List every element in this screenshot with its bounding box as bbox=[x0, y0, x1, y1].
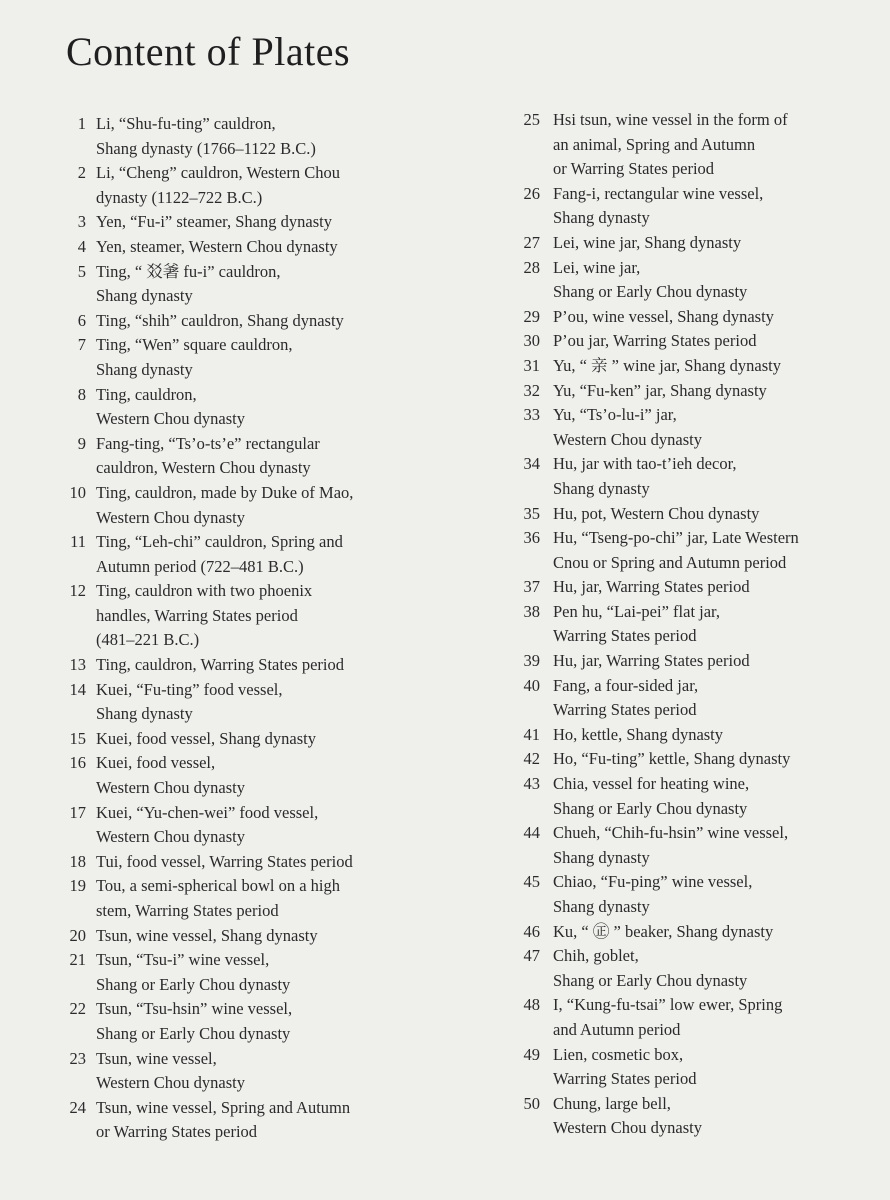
plate-entry bbox=[52, 260, 412, 309]
plate-description-line: Ting, cauldron, Warring States period bbox=[96, 655, 344, 675]
plate-description-line: Ting, “Leh-chi” cauldron, Spring and bbox=[96, 532, 343, 552]
plate-description-line: or Warring States period bbox=[96, 1122, 258, 1142]
plate-number: 23 bbox=[69, 1048, 86, 1068]
plate-description-line: Kuei, “Yu-chen-wei” food vessel, bbox=[96, 802, 319, 822]
plate-description-line: Hu, jar with tao-t’ieh decor, bbox=[553, 454, 737, 474]
plate-number: 14 bbox=[69, 679, 86, 699]
plate-entry bbox=[516, 674, 876, 723]
plate-description-line: Shang or Early Chou dynasty bbox=[553, 798, 748, 818]
plate-description bbox=[96, 727, 412, 752]
plate-description-line: Fang-i, rectangular wine vessel, bbox=[553, 183, 764, 203]
plate-description bbox=[96, 874, 412, 923]
plate-description-line: Warring States period bbox=[553, 1069, 697, 1089]
plate-description-line: Shang dynasty (1766–1122 B.C.) bbox=[96, 138, 316, 158]
plate-entry bbox=[516, 649, 876, 674]
plate-description-line: Fang-ting, “Ts’o-ts’e” rectangular bbox=[96, 433, 320, 453]
plate-entry bbox=[52, 801, 412, 850]
plate-number: 17 bbox=[69, 802, 86, 822]
plate-description-line: Shang dynasty bbox=[553, 478, 650, 498]
plate-number: 48 bbox=[523, 995, 540, 1015]
plate-description-line: Hu, jar, Warring States period bbox=[553, 651, 750, 671]
plate-description bbox=[553, 747, 876, 772]
plate-entry bbox=[52, 727, 412, 752]
plate-description-line: Tui, food vessel, Warring States period bbox=[96, 851, 353, 871]
plate-entry bbox=[516, 403, 876, 452]
plate-entry bbox=[52, 112, 412, 161]
plate-description-line: Autumn period (722–481 B.C.) bbox=[96, 556, 304, 576]
plate-number: 36 bbox=[523, 528, 540, 548]
plate-number: 20 bbox=[69, 925, 86, 945]
plate-description-line: Shang dynasty bbox=[96, 359, 193, 379]
plate-description bbox=[553, 452, 876, 501]
plate-number: 1 bbox=[77, 114, 86, 133]
plate-entry bbox=[516, 944, 876, 993]
plate-entry bbox=[516, 920, 876, 945]
plate-entry bbox=[516, 329, 876, 354]
plate-description-line: Kuei, food vessel, bbox=[96, 753, 216, 773]
plate-description-line: Yu, “Fu-ken” jar, Shang dynasty bbox=[553, 380, 767, 400]
plate-number: 5 bbox=[77, 261, 86, 281]
plate-description-line: Hu, “Tseng-po-chi” jar, Late Western bbox=[553, 528, 799, 548]
plate-description-line: Western Chou dynasty bbox=[96, 409, 245, 429]
plate-description-line: Fang, a four-sided jar, bbox=[553, 675, 699, 695]
plate-number: 21 bbox=[69, 950, 86, 970]
plate-description-line: Yu, “ 亲 ” wine jar, Shang dynasty bbox=[553, 355, 782, 375]
plate-description-line: Chung, large bell, bbox=[553, 1093, 671, 1113]
plate-description-line: Hu, pot, Western Chou dynasty bbox=[553, 503, 760, 523]
plate-number: 28 bbox=[523, 257, 540, 277]
plate-description bbox=[553, 1043, 876, 1092]
plate-entry bbox=[52, 997, 412, 1046]
plate-number: 41 bbox=[523, 724, 540, 744]
plate-description bbox=[553, 575, 876, 600]
plate-description-line: Western Chou dynasty bbox=[96, 1073, 245, 1093]
plate-description bbox=[553, 674, 876, 723]
plate-description bbox=[553, 256, 876, 305]
plate-entry bbox=[52, 1047, 412, 1096]
plate-description bbox=[553, 600, 876, 649]
plate-description-line: Warring States period bbox=[553, 626, 697, 646]
plate-description-line: Western Chou dynasty bbox=[553, 1118, 702, 1138]
plate-description-line: Western Chou dynasty bbox=[96, 507, 245, 527]
plate-entry bbox=[516, 600, 876, 649]
plate-description-line: dynasty (1122–722 B.C.) bbox=[96, 187, 263, 207]
plate-number: 16 bbox=[69, 753, 86, 773]
plate-description bbox=[96, 948, 412, 997]
plate-description bbox=[96, 260, 412, 309]
plate-description-line: Ting, “Wen” square cauldron, bbox=[96, 335, 293, 355]
plate-description-line: handles, Warring States period bbox=[96, 605, 298, 625]
plate-description-line: stem, Warring States period bbox=[96, 901, 279, 920]
plate-entry bbox=[516, 747, 876, 772]
plate-number: 9 bbox=[77, 433, 86, 453]
plate-description-line: Ting, cauldron, made by Duke of Mao, bbox=[96, 482, 354, 502]
plate-entry bbox=[516, 993, 876, 1042]
plate-number: 4 bbox=[77, 236, 86, 256]
plate-description-line: Tsun, “Tsu-hsin” wine vessel, bbox=[96, 999, 293, 1019]
plate-number: 18 bbox=[69, 851, 86, 871]
plate-description-line: (481–221 B.C.) bbox=[96, 630, 200, 650]
plate-description-line: Cnou or Spring and Autumn period bbox=[553, 552, 787, 572]
plate-description-line: Shang or Early Chou dynasty bbox=[553, 282, 748, 302]
plate-description bbox=[553, 944, 876, 993]
plate-entry bbox=[52, 653, 412, 678]
plate-description-line: Tou, a semi-spherical bowl on a high bbox=[96, 876, 340, 896]
plate-entry bbox=[52, 432, 412, 481]
plate-description-line: Pen hu, “Lai-pei” flat jar, bbox=[553, 601, 721, 621]
plate-number: 13 bbox=[69, 655, 86, 675]
plate-entry bbox=[52, 383, 412, 432]
plate-description bbox=[553, 1092, 876, 1141]
plate-description bbox=[553, 502, 876, 527]
plate-description-line: and Autumn period bbox=[553, 1019, 681, 1039]
plate-number: 15 bbox=[69, 728, 86, 748]
plate-description-line: cauldron, Western Chou dynasty bbox=[96, 458, 311, 478]
plate-description-line: I, “Kung-fu-tsai” low ewer, Spring bbox=[553, 995, 783, 1015]
plate-description-line: Lien, cosmetic box, bbox=[553, 1044, 684, 1064]
plate-number: 2 bbox=[77, 163, 86, 183]
plate-entry bbox=[52, 751, 412, 800]
plate-number: 33 bbox=[523, 405, 540, 425]
plate-number: 19 bbox=[69, 876, 86, 896]
plate-number: 38 bbox=[523, 601, 540, 621]
plate-description-line: Ting, cauldron with two phoenix bbox=[96, 581, 313, 601]
plate-entry bbox=[52, 579, 412, 653]
plate-number: 27 bbox=[523, 232, 540, 252]
plate-description-line: Chiao, “Fu-ping” wine vessel, bbox=[553, 872, 753, 892]
plate-description-line: Shang dynasty bbox=[553, 208, 650, 228]
plate-number: 22 bbox=[69, 999, 86, 1019]
plate-description bbox=[96, 653, 412, 678]
plate-description-line: Shang dynasty bbox=[553, 847, 650, 867]
plate-entry bbox=[516, 452, 876, 501]
plate-description bbox=[96, 112, 412, 161]
plate-entry bbox=[52, 210, 412, 235]
plate-description-line: Kuei, “Fu-ting” food vessel, bbox=[96, 679, 283, 699]
plate-number: 10 bbox=[69, 482, 86, 502]
plate-entry bbox=[516, 772, 876, 821]
plate-description bbox=[96, 481, 412, 530]
plate-entry bbox=[516, 231, 876, 256]
plate-number: 30 bbox=[523, 331, 540, 351]
plate-description bbox=[553, 231, 876, 256]
plate-entry bbox=[516, 526, 876, 575]
plate-description-line: Chih, goblet, bbox=[553, 946, 639, 966]
plate-number: 44 bbox=[523, 823, 540, 843]
plate-description bbox=[96, 850, 412, 875]
plate-description-line: Kuei, food vessel, Shang dynasty bbox=[96, 728, 316, 748]
plate-description-line: Lei, wine jar, Shang dynasty bbox=[553, 232, 742, 252]
plate-description bbox=[96, 579, 412, 653]
plate-number: 37 bbox=[523, 577, 540, 597]
plate-number: 3 bbox=[77, 212, 86, 232]
plate-number: 31 bbox=[523, 355, 540, 375]
plate-number: 6 bbox=[77, 310, 86, 330]
plate-entry bbox=[516, 379, 876, 404]
plate-description bbox=[96, 678, 412, 727]
plate-description-line: Yen, “Fu-i” steamer, Shang dynasty bbox=[96, 212, 332, 232]
plate-description bbox=[96, 751, 412, 800]
plate-description bbox=[96, 997, 412, 1046]
plate-number: 43 bbox=[523, 774, 540, 794]
plate-description-line: Chia, vessel for heating wine, bbox=[553, 774, 750, 794]
plate-description bbox=[96, 309, 412, 334]
plate-entry bbox=[52, 235, 412, 260]
plate-description bbox=[553, 354, 876, 379]
plate-description-line: Tsun, wine vessel, Spring and Autumn bbox=[96, 1097, 351, 1117]
plate-number: 26 bbox=[523, 183, 540, 203]
plate-description-line: Hsi tsun, wine vessel in the form of bbox=[553, 110, 788, 129]
plate-entry bbox=[516, 1043, 876, 1092]
plate-description bbox=[553, 403, 876, 452]
plate-description-line: Yen, steamer, Western Chou dynasty bbox=[96, 236, 338, 256]
page-title: Content of Plates bbox=[66, 29, 351, 74]
plate-description-line: Li, “Shu-fu-ting” cauldron, bbox=[96, 114, 276, 133]
plate-entry bbox=[52, 161, 412, 210]
plate-description-line: an animal, Spring and Autumn bbox=[553, 134, 756, 154]
plate-description-line: Ho, kettle, Shang dynasty bbox=[553, 724, 724, 744]
plate-description-line: Ting, “ 㸚㸙 fu-i” cauldron, bbox=[96, 261, 281, 281]
plate-description bbox=[553, 723, 876, 748]
plate-number: 47 bbox=[523, 946, 540, 966]
plate-entry bbox=[52, 309, 412, 334]
plate-entry bbox=[516, 870, 876, 919]
plate-description bbox=[553, 108, 876, 182]
plate-number: 35 bbox=[523, 503, 540, 523]
plate-number: 8 bbox=[77, 384, 86, 404]
plate-entry bbox=[52, 948, 412, 997]
plate-description bbox=[553, 993, 876, 1042]
plate-number: 11 bbox=[70, 532, 86, 552]
plate-description bbox=[96, 801, 412, 850]
plate-entry bbox=[52, 530, 412, 579]
plate-entry bbox=[516, 305, 876, 330]
plate-description-line: Shang or Early Chou dynasty bbox=[96, 974, 291, 994]
plate-entry bbox=[52, 874, 412, 923]
plate-description-line: Lei, wine jar, bbox=[553, 257, 641, 277]
plate-description bbox=[96, 383, 412, 432]
plate-description-line: Ting, “shih” cauldron, Shang dynasty bbox=[96, 310, 344, 330]
plate-description-line: Shang or Early Chou dynasty bbox=[553, 970, 748, 990]
plate-description-line: Western Chou dynasty bbox=[96, 778, 245, 798]
plate-number: 49 bbox=[523, 1044, 540, 1064]
plate-description-line: Shang dynasty bbox=[96, 704, 193, 724]
plate-number: 12 bbox=[69, 581, 86, 601]
plate-description bbox=[553, 772, 876, 821]
plate-entry bbox=[52, 850, 412, 875]
plate-description-line: Hu, jar, Warring States period bbox=[553, 577, 750, 597]
plate-description-line: Chueh, “Chih-fu-hsin” wine vessel, bbox=[553, 823, 789, 843]
plate-description bbox=[96, 161, 412, 210]
plate-description-line: P’ou jar, Warring States period bbox=[553, 331, 757, 351]
plates-list-right bbox=[516, 108, 876, 1141]
plate-entry bbox=[516, 1092, 876, 1141]
plate-description bbox=[96, 924, 412, 949]
plate-description-line: Li, “Cheng” cauldron, Western Chou bbox=[96, 163, 340, 183]
plate-number: 39 bbox=[523, 651, 540, 671]
plate-number: 46 bbox=[523, 921, 540, 941]
plate-entry bbox=[516, 502, 876, 527]
plate-description bbox=[553, 329, 876, 354]
plate-description-line: Tsun, wine vessel, bbox=[96, 1048, 217, 1068]
plate-entry bbox=[52, 1096, 412, 1145]
plate-description bbox=[553, 870, 876, 919]
plate-description bbox=[553, 526, 876, 575]
plate-description-line: Tsun, wine vessel, Shang dynasty bbox=[96, 925, 318, 945]
plate-number: 42 bbox=[523, 749, 540, 769]
plate-description-line: Yu, “Ts’o-lu-i” jar, bbox=[553, 405, 677, 425]
plate-description bbox=[96, 432, 412, 481]
plate-description bbox=[553, 649, 876, 674]
plate-description bbox=[96, 333, 412, 382]
plate-description-line: or Warring States period bbox=[553, 159, 715, 179]
plate-entry bbox=[516, 723, 876, 748]
plate-entry bbox=[516, 256, 876, 305]
plate-description-line: Shang or Early Chou dynasty bbox=[96, 1023, 291, 1043]
plate-description bbox=[553, 821, 876, 870]
plate-description bbox=[553, 920, 876, 945]
plate-number: 25 bbox=[523, 110, 540, 129]
plate-description bbox=[96, 1047, 412, 1096]
plate-description-line: Western Chou dynasty bbox=[553, 429, 702, 449]
plate-entry bbox=[52, 481, 412, 530]
plate-description-line: Warring States period bbox=[553, 700, 697, 720]
plate-entry bbox=[52, 924, 412, 949]
plate-description bbox=[553, 182, 876, 231]
plate-entry bbox=[52, 678, 412, 727]
plate-description-line: Ku, “ ㊣ ” beaker, Shang dynasty bbox=[553, 921, 774, 941]
plate-entry bbox=[516, 575, 876, 600]
plate-description-line: Shang dynasty bbox=[96, 286, 193, 306]
plate-number: 45 bbox=[523, 872, 540, 892]
plate-number: 29 bbox=[523, 306, 540, 326]
plate-entry bbox=[516, 821, 876, 870]
plate-description bbox=[96, 1096, 412, 1145]
plate-description-line: Shang dynasty bbox=[553, 897, 650, 916]
plate-description-line: Tsun, “Tsu-i” wine vessel, bbox=[96, 950, 270, 970]
plate-description bbox=[553, 379, 876, 404]
plate-number: 40 bbox=[523, 675, 540, 695]
plate-description bbox=[96, 210, 412, 235]
plate-number: 50 bbox=[523, 1093, 540, 1113]
plate-number: 24 bbox=[69, 1097, 86, 1117]
plate-description-line: Western Chou dynasty bbox=[96, 827, 245, 847]
plate-number: 7 bbox=[77, 335, 86, 355]
plate-number: 32 bbox=[523, 380, 540, 400]
plate-description-line: Ho, “Fu-ting” kettle, Shang dynasty bbox=[553, 749, 791, 769]
plate-description bbox=[553, 305, 876, 330]
plate-description bbox=[96, 530, 412, 579]
plate-entry bbox=[52, 333, 412, 382]
plate-entry bbox=[516, 108, 876, 182]
plate-number: 34 bbox=[523, 454, 540, 474]
plates-list-left bbox=[52, 112, 412, 1145]
plate-description-line: P’ou, wine vessel, Shang dynasty bbox=[553, 306, 774, 326]
plate-description bbox=[96, 235, 412, 260]
plate-entry bbox=[516, 354, 876, 379]
plate-description-line: Ting, cauldron, bbox=[96, 384, 197, 404]
plate-entry bbox=[516, 182, 876, 231]
